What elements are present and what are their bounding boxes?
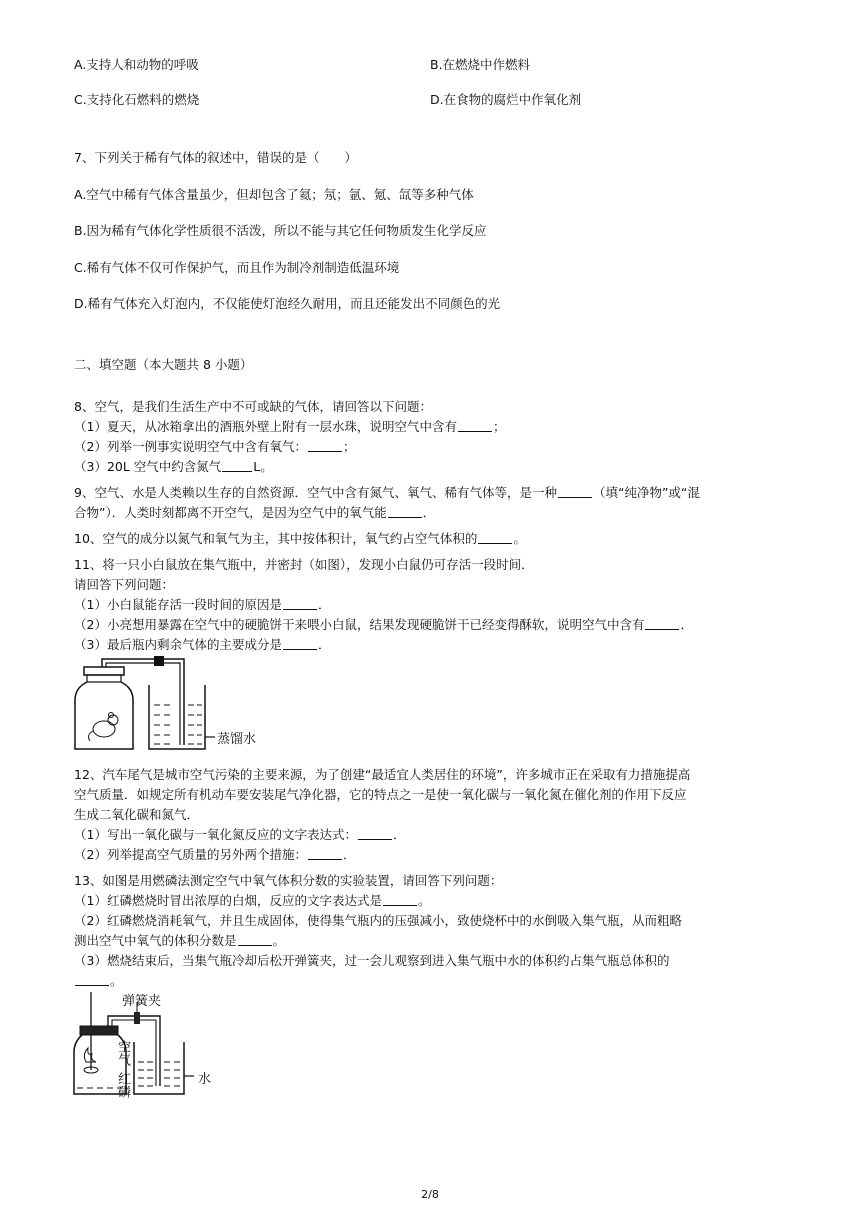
section-title: 二、填空题（本大题共 8 小题） bbox=[74, 357, 253, 372]
answer-blank[interactable] bbox=[75, 973, 109, 986]
answer-blank[interactable] bbox=[383, 893, 417, 906]
red-phosphorus-label: 红磷 bbox=[115, 1072, 130, 1098]
q9-line1: 9、空气、水是人类赖以生存的自然资源．空气中含有氮气、氧气、稀有气体等，是一种 （填“纯净物”或“混 bbox=[74, 485, 700, 500]
q11-stem2: 请回答下列问题： bbox=[74, 577, 175, 592]
q7-option-b: B.因为稀有气体化学性质很不活泼，所以不能与其它任何物质发生化学反应 bbox=[74, 223, 487, 238]
answer-blank[interactable] bbox=[238, 933, 272, 946]
spring-clip-label: 弹簧夹 bbox=[122, 994, 162, 1009]
q6-option-b: B.在燃烧中作燃料 bbox=[430, 57, 531, 72]
q8-part1: （1）夏天，从冰箱拿出的酒瓶外壁上附有一层水珠，说明空气中含有 ； bbox=[74, 419, 506, 434]
q7-stem: 7、下列关于稀有气体的叙述中，错误的是（ ） bbox=[74, 150, 357, 165]
answer-blank[interactable] bbox=[283, 597, 317, 610]
q11-part2: （2）小亮想用暴露在空气中的硬脆饼干来喂小白鼠，结果发现硬脆饼干已经变得酥软，说明空气中含有 ． bbox=[74, 617, 693, 632]
q13-part3-line2: 。 bbox=[74, 972, 123, 990]
q6-option-c: C.支持化石燃料的燃烧 bbox=[74, 92, 200, 107]
q7-option-d: D.稀有气体充入灯泡内，不仅能使灯泡经久耐用，而且还能发出不同颜色的光 bbox=[74, 296, 501, 311]
answer-blank[interactable] bbox=[478, 531, 512, 544]
answer-blank[interactable] bbox=[558, 485, 592, 498]
q13-part2-line1: （2）红磷燃烧消耗氧气，并且生成固体，使得集气瓶内的压强减小，致使烧杯中的水倒吸入集气瓶，从而粗略 bbox=[74, 913, 682, 928]
answer-blank[interactable] bbox=[358, 827, 392, 840]
q10: 10、空气的成分以氮气和氧气为主，其中按体积计，氧气约占空气体积的 。 bbox=[74, 531, 526, 546]
water-label: 水 bbox=[198, 1072, 212, 1087]
answer-blank[interactable] bbox=[222, 459, 252, 472]
q6-option-a: A.支持人和动物的呼吸 bbox=[74, 57, 199, 72]
q11-part3: （3）最后瓶内剩余气体的主要成分是 ． bbox=[74, 637, 331, 652]
q13-part3-line1: （3）燃烧结束后，当集气瓶冷却后松开弹簧夹，过一会儿观察到进入集气瓶中水的体积约占集气瓶总体积的 bbox=[74, 953, 670, 968]
q9-line2: 合物”）．人类时刻都离不开空气，是因为空气中的氧气能 ． bbox=[74, 505, 436, 520]
mouse-icon bbox=[89, 713, 118, 742]
answer-blank[interactable] bbox=[283, 637, 317, 650]
answer-blank[interactable] bbox=[645, 617, 679, 630]
q11-part1: （1）小白鼠能存活一段时间的原因是 ． bbox=[74, 597, 331, 612]
q7-option-a: A.空气中稀有气体含量虽少，但却包含了氦；氖；氩、氪、氙等多种气体 bbox=[74, 187, 474, 202]
q11-stem: 11、将一只小白鼠放在集气瓶中，并密封（如图），发现小白鼠仍可存活一段时间． bbox=[74, 557, 534, 572]
q8-part3: （3）20L 空气中约含氮气 L。 bbox=[74, 459, 273, 474]
q12-part1: （1）写出一氧化碳与一氧化氮反应的文字表达式： ． bbox=[74, 827, 406, 842]
q13-part2-line2: 测出空气中氧气的体积分数是 。 bbox=[74, 933, 286, 948]
q6-option-d: D.在食物的腐烂中作氧化剂 bbox=[430, 92, 582, 107]
distilled-water-label: 蒸馏水 bbox=[217, 732, 257, 747]
q12-line3: 生成二氧化碳和氮气． bbox=[74, 807, 200, 822]
answer-blank[interactable] bbox=[458, 419, 492, 432]
q13-stem: 13、如图是用燃磷法测定空气中氧气体积分数的实验装置，请回答下列问题： bbox=[74, 873, 503, 888]
page-number: 2/8 bbox=[421, 1188, 439, 1201]
q8-stem: 8、空气，是我们生活生产中不可或缺的气体，请回答以下问题： bbox=[74, 399, 432, 414]
q7-option-c: C.稀有气体不仅可作保护气，而且作为制冷剂制造低温环境 bbox=[74, 260, 400, 275]
answer-blank[interactable] bbox=[388, 505, 422, 518]
q12-line2: 空气质量．如规定所有机动车要安装尾气净化器，它的特点之一是使一氧化碳与一氧化氮在催化剂的作用下反应 bbox=[74, 787, 687, 802]
q13-part1: （1）红磷燃烧时冒出浓厚的白烟，反应的文字表达式是 。 bbox=[74, 893, 431, 908]
q8-part2: （2）列举一例事实说明空气中含有氧气： ； bbox=[74, 439, 356, 454]
answer-blank[interactable] bbox=[308, 439, 342, 452]
q12-line1: 12、汽车尾气是城市空气污染的主要来源，为了创建“最适宜人类居住的环境”，许多城市正在采取有力措施提高 bbox=[74, 767, 691, 782]
answer-blank[interactable] bbox=[308, 847, 342, 860]
q12-part2: （2）列举提高空气质量的另外两个措施： ． bbox=[74, 847, 356, 862]
air-label: 空气 bbox=[115, 1040, 130, 1066]
